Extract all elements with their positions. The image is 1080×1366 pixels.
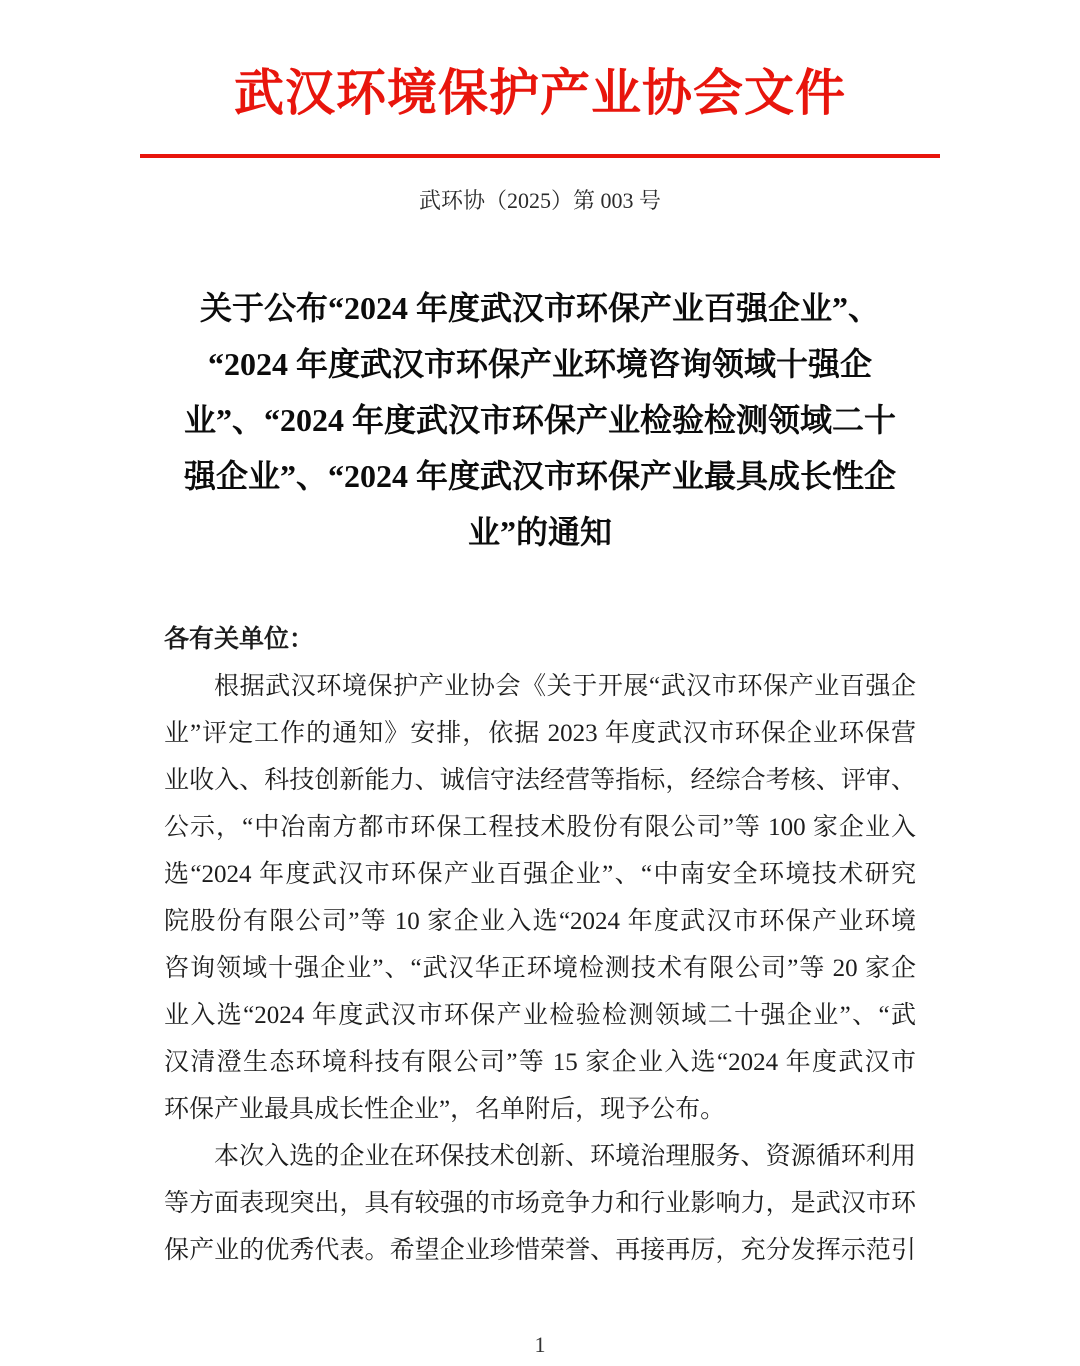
body-text-line: 院股份有限公司”等 10 家企业入选“2024 年度武汉市环保产业环境	[164, 908, 916, 935]
header-divider-line	[140, 154, 940, 158]
document-header-title: 武汉环境保护产业协会文件	[234, 65, 846, 121]
body-text-line: 环保产业最具成长性企业”，名单附后，现予公布。	[164, 1096, 726, 1123]
body-text-line: 业”评定工作的通知》安排，依据 2023 年度武汉市环保企业环保营	[164, 720, 916, 747]
notice-title-line: 业”、“2024 年度武汉市环保产业检验检测领域二十	[183, 402, 896, 438]
body-paragraphs	[164, 663, 916, 1274]
body-text-line: 选“2024 年度武汉市环保产业百强企业”、“中南安全环境技术研究	[164, 861, 916, 888]
notice-title-line: “2024 年度武汉市环保产业环境咨询领域十强企	[207, 346, 872, 382]
body-text-line: 汉清澄生态环境科技有限公司”等 15 家企业入选“2024 年度武汉市	[164, 1049, 916, 1076]
document-number: 武环协（2025）第 003 号	[418, 188, 661, 213]
salutation: 各有关单位：	[164, 625, 315, 653]
body-text-line: 等方面表现突出，具有较强的市场竞争力和行业影响力，是武汉市环	[164, 1190, 916, 1217]
page-number: 1	[534, 1332, 546, 1357]
body-text-line: 公示，“中冶南方都市环保工程技术股份有限公司”等 100 家企业入	[164, 814, 916, 841]
body-text-line: 咨询领域十强企业”、“武汉华正环境检测技术有限公司”等 20 家企	[164, 955, 916, 982]
notice-title-line: 业”的通知	[467, 514, 612, 550]
body-text-line: 业收入、科技创新能力、诚信守法经营等指标，经综合考核、评审、	[164, 767, 916, 794]
document-body	[164, 616, 916, 1274]
notice-title-line: 关于公布“2024 年度武汉市环保产业百强企业”、	[199, 290, 880, 326]
notice-title-line: 强企业”、“2024 年度武汉市环保产业最具成长性企	[183, 458, 896, 494]
body-text-line: 业入选“2024 年度武汉市环保产业检验检测领域二十强企业”、“武	[164, 1002, 916, 1029]
body-text-line: 根据武汉环境保护产业协会《关于开展“武汉市环保产业百强企	[214, 673, 916, 700]
notice-title	[155, 280, 925, 560]
body-text-line: 本次入选的企业在环保技术创新、环境治理服务、资源循环利用	[214, 1143, 916, 1170]
body-text-line: 保产业的优秀代表。希望企业珍惜荣誉、再接再厉，充分发挥示范引	[164, 1237, 916, 1264]
